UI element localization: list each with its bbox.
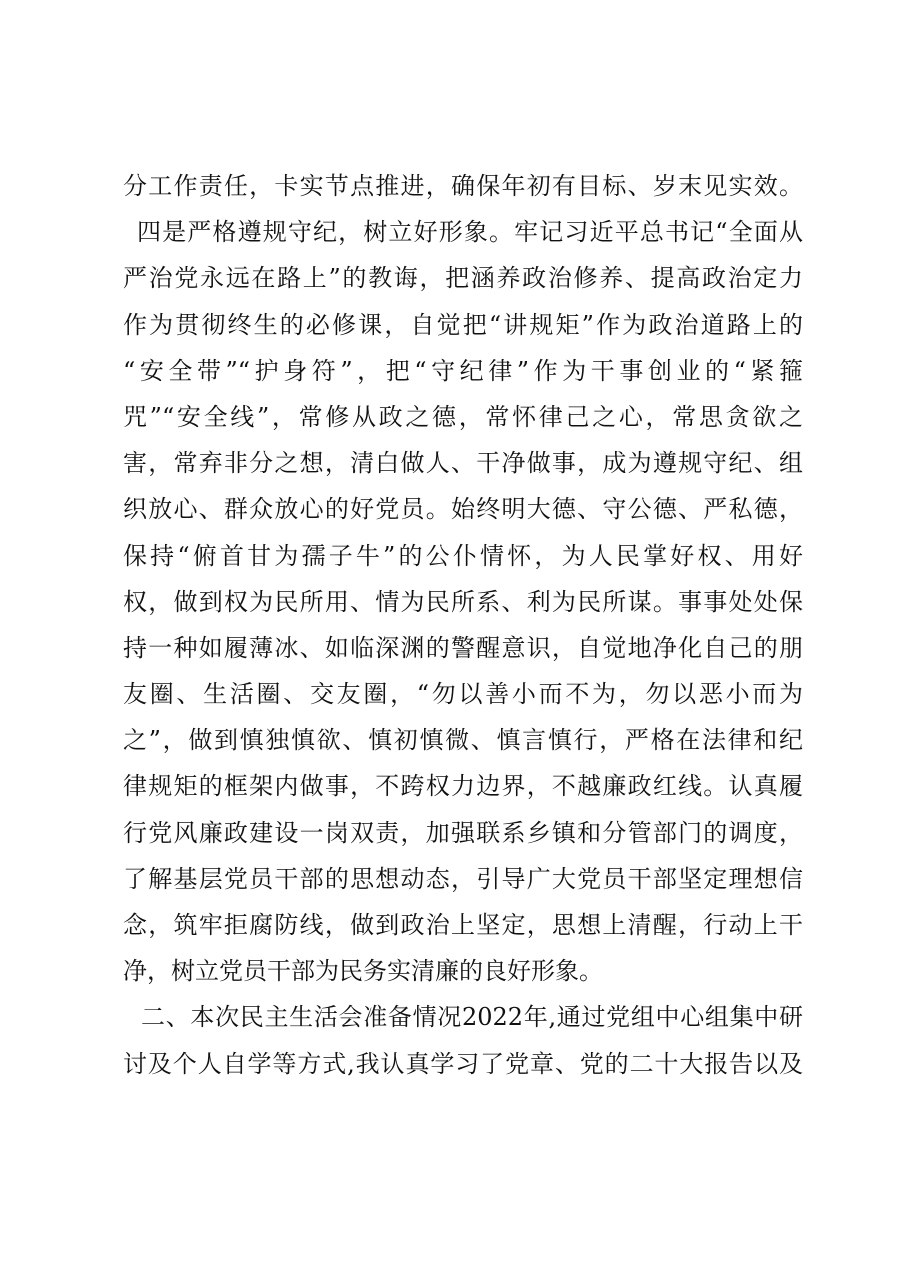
text-line: 作为贯彻终生的必修课，自觉把“讲规矩”作为政治道路上的 <box>123 310 803 339</box>
text-line: 织放心、群众放心的好党员。始终明大德、守公德、严私德， <box>123 495 803 524</box>
text-line: 害，常弃非分之想，清白做人、干净做事，成为遵规守纪、组 <box>123 449 803 478</box>
text-line: 严治党永远在路上”的教诲，把涵养政治修养、提高政治定力 <box>123 264 803 293</box>
text-line: 行党风廉政建设一岗双责，加强联系乡镇和分管部门的调度， <box>123 818 803 847</box>
text-line: 保持“俯首甘为孺子牛”的公仆情怀，为人民掌好权、用好 <box>123 541 803 570</box>
text-line: 分工作责任，卡实节点推进，确保年初有目标、岁末见实效。 <box>123 172 803 200</box>
text-line: 持一种如履薄冰、如临深渊的警醒意识，自觉地净化自己的朋 <box>123 633 803 662</box>
text-line: 之”，做到慎独慎欲、慎初慎微、慎言慎行，严格在法律和纪 <box>123 726 803 755</box>
text-line: 了解基层党员干部的思想动态，引导广大党员干部坚定理想信 <box>123 864 803 893</box>
text-line: 咒”“安全线”，常修从政之德，常怀律己之心，常思贪欲之 <box>123 402 803 431</box>
text-line: 讨及个人自学等方式,我认真学习了党章、党的二十大报告以及 <box>123 1049 803 1078</box>
text-line: 权，做到权为民所用、情为民所系、利为民所谋。事事处处保 <box>123 587 803 616</box>
text-line: 念，筑牢拒腐防线，做到政治上坚定，思想上清醒，行动上干 <box>123 911 803 939</box>
text-line: 四是严格遵规守纪，树立好形象。牢记习近平总书记“全面从 <box>137 218 803 247</box>
text-line: 净，树立党员干部为民务实清廉的良好形象。 <box>123 957 603 986</box>
section-heading-line: 二、本次民主生活会准备情况2022年,通过党组中心组集中研 <box>141 1003 803 1032</box>
document-body <box>123 166 803 1090</box>
text-line: 友圈、生活圈、交友圈，“勿以善小而不为，勿以恶小而为 <box>123 680 803 709</box>
text-line: “安全带”“护身符”，把“守纪律”作为干事创业的“紧箍 <box>123 356 803 385</box>
text-line: 律规矩的框架内做事，不跨权力边界，不越廉政红线。认真履 <box>123 772 803 801</box>
